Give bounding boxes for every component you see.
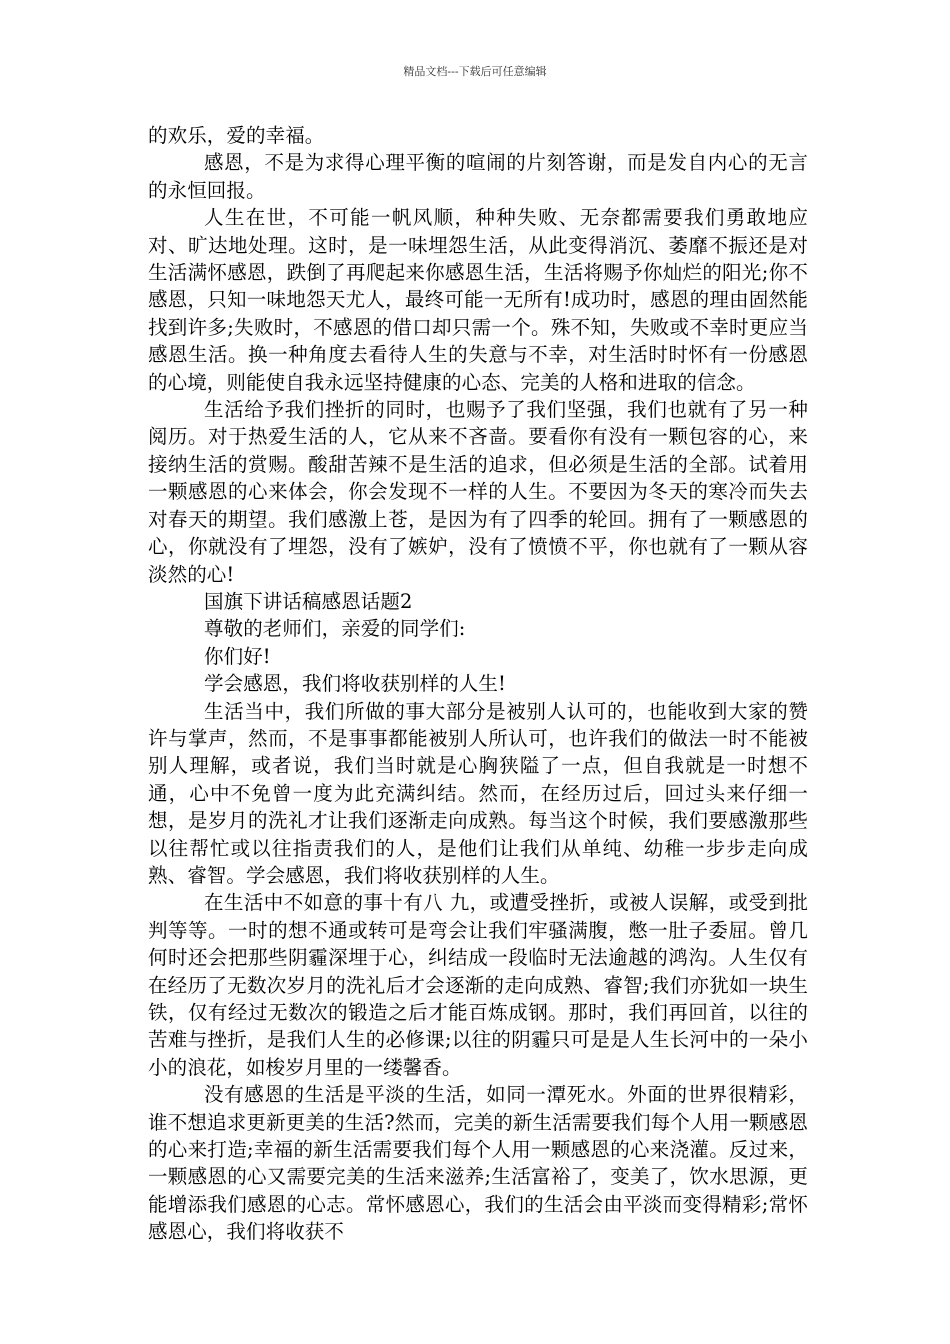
paragraph: 没有感恩的生活是平淡的生活，如同一潭死水。外面的世界很精彩，谁不想追求更新更美的生活?然而，完美的新生活需要我们每个人用一颗感恩的心来打造;幸福的新生活需要我们每个人用一颗感恩的心来浇灌。反过来，一颗感恩的心又需要完美的生活来滋养;生活富裕了，变美了，饮水思源，更能增添我们感恩的心志。常怀感恩心，我们的生活会由平淡而变得精彩;常怀感恩心，我们将收获不 [148,1083,808,1244]
paragraph: 生活给予我们挫折的同时，也赐予了我们坚强，我们也就有了另一种阅历。对于热爱生活的人，它从来不吝啬。要看你有没有一颗包容的心，来接纳生活的赏赐。酸甜苦辣不是生活的追求，但必须是生活的全部。试着用一颗感恩的心来体会，你会发现不一样的人生。不要因为冬天的寒冷而失去对春天的期望。我们感激上苍，是因为有了四季的轮回。拥有了一颗感恩的心，你就没有了埋怨，没有了嫉妒，没有了愤愤不平，你也就有了一颗从容淡然的心! [148,398,808,586]
paragraph: 在生活中不如意的事十有八 九，或遭受挫折，或被人误解，或受到批判等等。一时的想不通或转可是弯会让我们牢骚满腹，憋一肚子委屈。曾几何时还会把那些阴霾深埋于心，纠结成一段临时无法逾越的鸿沟。人生仅有在经历了无数次岁月的洗礼后才会逐渐的走向成熟、睿智;我们亦犹如一块生铁，仅有经过无数次的锻造之后才能百炼成钢。那时，我们再回首，以往的苦难与挫折，是我们人生的必修课;以往的阴霾只可是是人生长河中的一朵小小的浪花，如梭岁月里的一缕馨香。 [148,891,808,1079]
salutation: 尊敬的老师们，亲爱的同学们: [204,617,466,641]
paragraph: 生活当中，我们所做的事大部分是被别人认可的，也能收到大家的赞许与掌声，然而，不是事事都能被别人所认可，也许我们的做法一时不能被别人理解，或者说，我们当时就是心胸狭隘了一点，但自我就是一时想不通，心中不免曾一度为此充满纠结。然而，在经历过后，回过头来仔细一想，是岁月的洗礼才让我们逐渐走向成熟。每当这个时候，我们要感激那些以往帮忙或以往指责我们的人，是他们让我们从单纯、幼稚一步步走向成熟、睿智。学会感恩，我们将收获别样的人生。 [148,699,808,887]
paragraph: 的欢乐，爱的幸福。 [148,124,325,147]
page-header: 精品文档---下载后可任意编辑 [403,65,547,78]
paragraph: 人生在世，不可能一帆风顺，种种失败、无奈都需要我们勇敢地应对、旷达地处理。这时，是一味埋怨生活，从此变得消沉、萎靡不振还是对生活满怀感恩，跌倒了再爬起来你感恩生活，生活将赐予你灿烂的阳光;你不感恩，只知一味地怨天尤人，最终可能一无所有!成功时，感恩的理由固然能找到许多;失败时，不感恩的借口却只需一个。殊不知，失败或不幸时更应当感恩生活。换一种角度去看待人生的失意与不幸，对生活时时怀有一份感恩的心境，则能使自我永远坚持健康的心态、完美的人格和进取的信念。 [148,206,808,394]
paragraph: 学会感恩，我们将收获别样的人生! [204,672,506,696]
greeting: 你们好! [204,644,271,668]
section-title: 国旗下讲话稿感恩话题2 [204,589,413,613]
document-body [148,122,808,1246]
paragraph: 感恩，不是为求得心理平衡的喧闹的片刻答谢，而是发自内心的无言的永恒回报。 [148,151,808,202]
